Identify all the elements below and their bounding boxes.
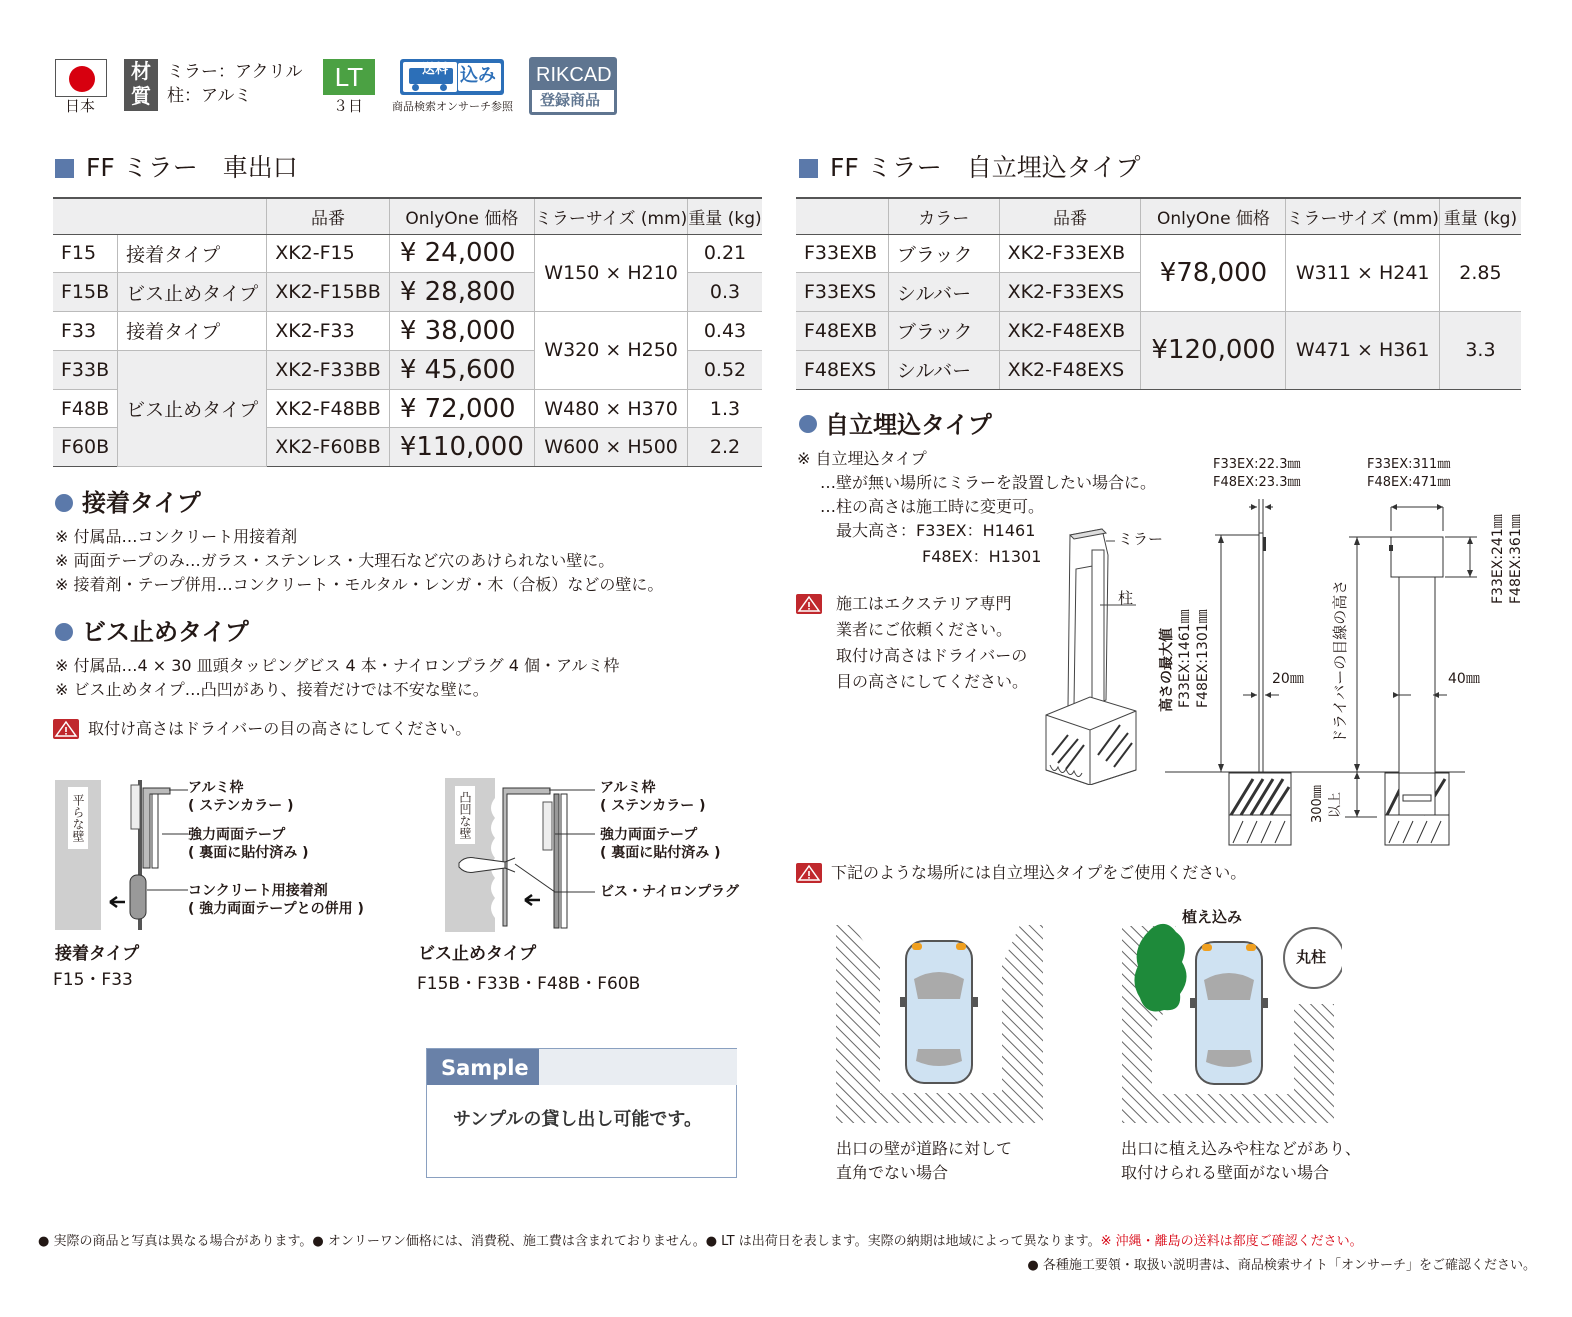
section-marker-icon — [55, 159, 74, 178]
plant-label: 植え込み — [1182, 908, 1243, 926]
right-note: 最大高さ：F33EX：H1461 — [836, 521, 1036, 540]
right-sub-title: 自立埋込タイプ — [825, 411, 992, 439]
dim-mh2: F48EX:361㎜ — [1508, 514, 1524, 604]
dim-embed2: 以上 — [1328, 791, 1343, 818]
sample-text: サンプルの貸し出し可能です。 — [453, 1109, 702, 1130]
warning-icon — [796, 594, 822, 614]
footer-line2: ● 各種施工要領・取扱い説明書は、商品検索サイト「オンサーチ」をご確認ください。 — [1027, 1258, 1536, 1273]
adhesive-title: 接着タイプ — [82, 489, 201, 517]
col-price: OnlyOne 価格 — [1141, 198, 1286, 234]
origin-label: 日本 — [65, 97, 96, 115]
dim-d2b: F48EX:471㎜ — [1367, 475, 1451, 490]
japan-flag-icon — [55, 59, 107, 97]
d1-label-frame: アルミ枠 — [188, 780, 244, 796]
dim-d1b: F48EX:23.3㎜ — [1213, 475, 1301, 490]
pole-label: 柱 — [1118, 589, 1134, 607]
d2-label-frame: アルミ枠 — [600, 780, 656, 796]
lt-badge: LT — [323, 59, 375, 95]
angled-exit-diagram — [836, 925, 1046, 1125]
warning-icon — [796, 863, 822, 883]
left-price-table — [53, 197, 762, 467]
dim-mh1: F33EX:241㎜ — [1490, 514, 1506, 604]
material-icon: 材質 — [124, 59, 158, 111]
material-mirror: ミラー：アクリル — [167, 62, 303, 82]
d2-label-tape-sub: ( 裏面に貼付済み ) — [600, 845, 721, 861]
right-note: …壁が無い場所にミラーを設置したい場合に。 — [820, 473, 1157, 492]
right-warn1: 取付け高さはドライバーの — [836, 646, 1028, 665]
bullet-icon — [799, 415, 817, 433]
col-color: カラー — [888, 198, 999, 234]
left-title: FF ミラー 車出口 — [86, 153, 298, 182]
lt-days: ３日 — [333, 97, 364, 115]
right-note: F48EX：H1301 — [922, 547, 1042, 566]
right-note: …柱の高さは施工時に変更可。 — [820, 497, 1045, 516]
sample-box — [426, 1048, 737, 1178]
table-row: F15 接着タイプ XK2-F15 ¥ 24,000 W150 × H210 0.21 — [53, 234, 762, 273]
right-price-table — [796, 197, 1521, 390]
table-row: F60B XK2-F60BB ¥110,000 W600 × H500 2.2 — [53, 428, 762, 467]
caption2: 取付けられる壁面がない場合 — [1121, 1163, 1330, 1182]
d1-label-tape: 強力両面テープ — [188, 827, 286, 843]
rikcad-badge: RIKCAD 登録商品 — [529, 57, 617, 115]
adhesive-note: ※ 付属品…コンクリート用接着剤 — [55, 527, 298, 546]
dim-embed1: 300㎜ — [1310, 785, 1325, 823]
sample-tab: Sample — [441, 1056, 529, 1080]
d2-caption: ビス止めタイプ — [418, 944, 537, 964]
table-row: F33EXB ブラック XK2-F33EXB ¥78,000 W311 × H241 2.85 — [796, 234, 1521, 273]
table-row: F48EXB ブラック XK2-F48EXB ¥120,000 W471 × H361 3.3 — [796, 312, 1521, 351]
dim-d1a: F33EX:22.3㎜ — [1213, 457, 1301, 472]
screw-note: ※ ビス止めタイプ…凸凹があり、接着だけでは不安な壁に。 — [55, 680, 489, 699]
section-marker-icon — [799, 159, 818, 178]
material-pole: 柱：アルミ — [167, 86, 252, 106]
right-warn1: 業者にご依頼ください。 — [836, 620, 1013, 639]
table-row: F33 接着タイプ XK2-F33 ¥ 38,000 W320 × H250 0.43 — [53, 312, 762, 351]
dim-w20: 20㎜ — [1272, 671, 1304, 687]
d2-models: F15B・F33B・F48B・F60B — [417, 974, 641, 994]
d2-label-frame-sub: ( ステンカラー ) — [600, 798, 706, 814]
adhesive-diagram — [100, 780, 200, 930]
shipping-included-icon: 送料 込み — [400, 59, 504, 95]
adhesive-note: ※ 接着剤・テープ併用…コンクリート・モルタル・レンガ・木（合板）などの壁に。 — [55, 575, 664, 594]
dim-maxh3: F48EX:1301㎜ — [1195, 609, 1211, 708]
caption1: 直角でない場合 — [836, 1163, 949, 1182]
d1-label-glue-sub: ( 強力両面テープとの併用 ) — [188, 901, 364, 917]
right-title: FF ミラー 自立埋込タイプ — [830, 153, 1141, 182]
table-row: F48EXS シルバー XK2-F48EXS — [796, 350, 1521, 389]
d1-label-frame-sub: ( ステンカラー ) — [188, 798, 294, 814]
table-row: F33EXS シルバー XK2-F33EXS — [796, 273, 1521, 312]
adhesive-note: ※ 両面テープのみ…ガラス・ステンレス・大理石など穴のあけられない壁に。 — [55, 551, 615, 570]
dim-maxh2: F33EX:1461㎜ — [1177, 609, 1193, 708]
table-row: F48B XK2-F48BB ¥ 72,000 W480 × H370 1.3 — [53, 389, 762, 428]
d1-models: F15・F33 — [53, 970, 133, 990]
col-price: OnlyOne 価格 — [389, 198, 534, 234]
col-weight: 重量 (kg) — [1439, 198, 1521, 234]
round-pole-label: 丸柱 — [1296, 948, 1327, 966]
dim-d2a: F33EX:311㎜ — [1367, 457, 1451, 472]
flat-wall-label: 平らな壁 — [68, 787, 88, 849]
dim-w40: 40㎜ — [1448, 671, 1480, 687]
right-warn1: 目の高さにしてください。 — [836, 672, 1029, 691]
mirror-label: ミラー — [1118, 530, 1164, 548]
bullet-icon — [55, 494, 73, 512]
caption1: 出口の壁が道路に対して — [836, 1139, 1013, 1158]
col-size: ミラーサイズ (mm) — [1286, 198, 1439, 234]
screw-title: ビス止めタイプ — [82, 618, 249, 646]
col-part: 品番 — [999, 198, 1141, 234]
right-warn1: 施工はエクステリア専門 — [836, 594, 1012, 613]
d2-label-screw: ビス・ナイロンプラグ — [600, 884, 740, 900]
d1-label-tape-sub: ( 裏面に貼付済み ) — [188, 845, 309, 861]
d1-caption: 接着タイプ — [55, 944, 140, 964]
col-size: ミラーサイズ (mm) — [534, 198, 687, 234]
shipping-note: 商品検索オンサーチ参照 — [392, 100, 513, 113]
bullet-icon — [55, 623, 73, 641]
footer-line1: ● 実際の商品と写真は異なる場合があります。● オンリーワン価格には、消費税、施工費は含まれておりません。● LT は出荷日を表します。実際の納期は地域によって異なります。※ 沖縄・離島の送料は都度ご確認ください。 — [38, 1234, 1363, 1249]
d2-label-tape: 強力両面テープ — [600, 827, 698, 843]
d1-label-glue: コンクリート用接着剤 — [188, 883, 328, 899]
dim-eye: ドライバーの目線の高さ — [1331, 579, 1349, 744]
table-row: F15B ビス止めタイプ XK2-F15BB ¥ 28,800 0.3 — [53, 273, 762, 312]
left-warning: 取付け高さはドライバーの目の高さにしてください。 — [88, 719, 472, 738]
caption2: 出口に植え込みや柱などがあり、 — [1121, 1139, 1362, 1158]
right-warn2: 下記のような場所には自立埋込タイプをご使用ください。 — [831, 863, 1247, 882]
uneven-wall-label: 凸凹な壁 — [455, 786, 475, 844]
warning-icon — [53, 719, 79, 739]
dim-maxh1: 高さの最大値 — [1159, 628, 1175, 712]
table-row: F33B ビス止めタイプ XK2-F33BB ¥ 45,600 0.52 — [53, 350, 762, 389]
right-note: ※ 自立埋込タイプ — [797, 449, 927, 468]
col-part: 品番 — [267, 198, 390, 234]
col-weight: 重量 (kg) — [688, 198, 762, 234]
screw-note: ※ 付属品…4 × 30 皿頭タッピングビス 4 本・ナイロンプラグ 4 個・アルミ枠 — [55, 656, 620, 675]
